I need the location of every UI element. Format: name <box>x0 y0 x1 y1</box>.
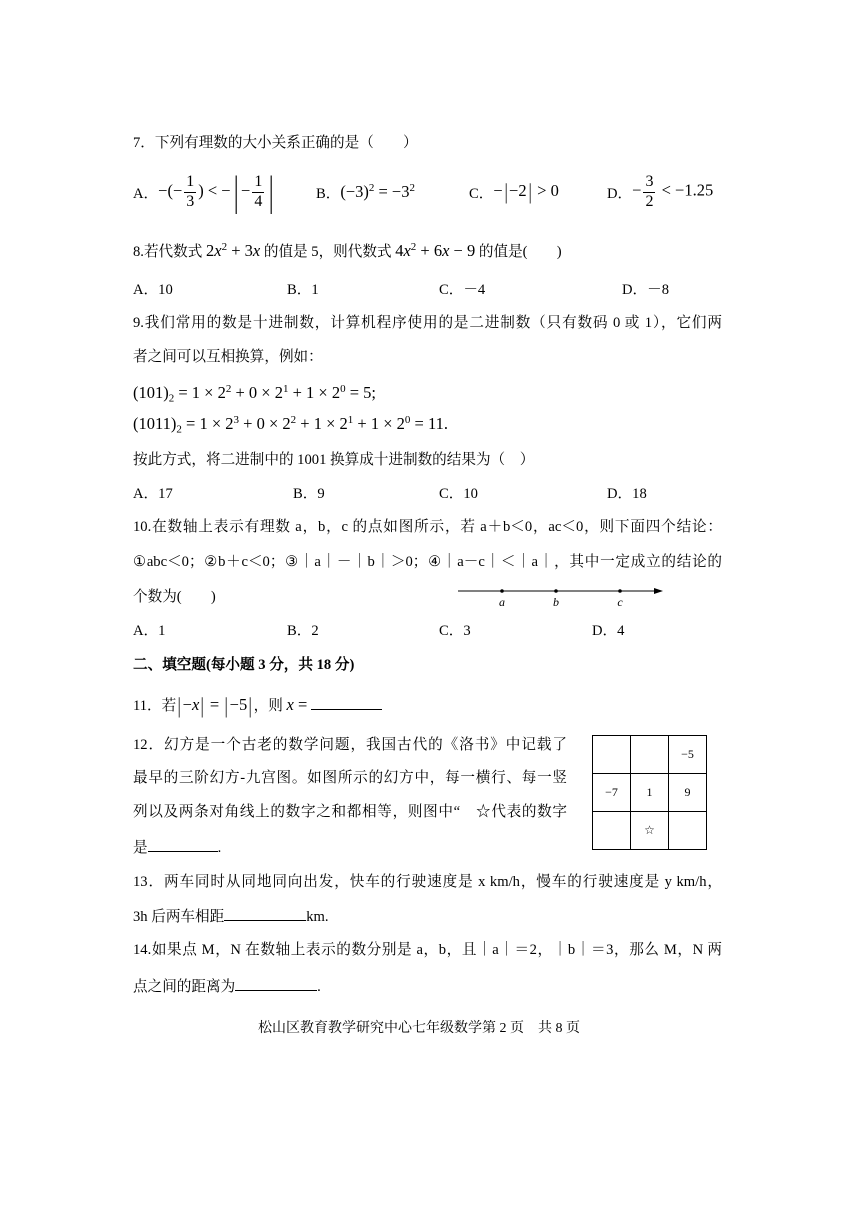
absolute-value-bar: | <box>504 179 508 205</box>
answer-blank <box>224 905 306 921</box>
option-label: A． <box>133 185 159 202</box>
variable: x <box>214 241 222 260</box>
fraction <box>643 173 655 211</box>
q9-option-b <box>293 484 325 504</box>
option-label: C． <box>439 623 464 639</box>
math-text: + 1 × 2 <box>296 414 348 433</box>
magic-square-cell: −5 <box>669 736 707 774</box>
q9-option-d <box>607 484 647 504</box>
q9-line-3: 按此方式，将二进制中的 1001 换算成十进制数的结果为（ ） <box>133 452 535 468</box>
math-text: − <box>241 180 251 200</box>
variable: x <box>403 241 411 260</box>
q8-expression-1 <box>206 241 260 260</box>
q10-line-3: 个数为( ) <box>133 589 216 605</box>
q7-stem: 7．下列有理数的大小关系正确的是（ ） <box>133 135 418 151</box>
math-text: − 9 <box>449 241 476 260</box>
math-text: + 0 × 2 <box>231 383 283 402</box>
option-label: C． <box>469 185 494 202</box>
math-text: (1011) <box>133 414 177 433</box>
math-text: −5 <box>229 695 248 714</box>
section-heading: 二、填空题(每小题 3 分，共 18 分) <box>133 657 355 673</box>
absolute-value-bar: | <box>233 169 239 215</box>
numerator: 3 <box>643 173 655 192</box>
absolute-value-bar: | <box>528 179 532 205</box>
absolute-value-bar: | <box>269 169 274 215</box>
q14-line-2 <box>133 975 321 995</box>
math-text: = 1 × 2 <box>174 383 226 402</box>
math-text: = 1 × 2 <box>181 414 234 433</box>
q7-option-d <box>607 170 713 214</box>
q8-stem-pre: 8.若代数式 <box>133 244 206 260</box>
q8-option-a <box>133 280 173 300</box>
math-text: (−3) <box>340 182 369 201</box>
star-icon: ☆ <box>631 812 669 850</box>
q13-line-1: 13．两车同时从同地同向出发，快车的行驶速度是 x km/h，慢车的行驶速度是 y km/h， <box>133 874 722 890</box>
superscript: 2 <box>409 181 415 194</box>
math-text: + 1 × 2 <box>353 414 405 433</box>
subscript: 2 <box>168 392 175 405</box>
option-label: B． <box>293 486 318 502</box>
q8-stem-post: 的值是( ) <box>475 244 562 260</box>
subscript: 2 <box>176 423 182 436</box>
denominator: 3 <box>186 192 195 210</box>
option-label: A． <box>133 623 159 639</box>
magic-square-cell <box>631 736 669 774</box>
option-label: A． <box>133 282 159 298</box>
option-label: A． <box>133 486 159 502</box>
q7-option-b-expression <box>340 182 415 202</box>
math-text: − <box>493 180 503 200</box>
page-footer: 松山区教育教学研究中心七年级数学第 2 页 共 8 页 <box>258 1021 580 1036</box>
q8-option-b <box>287 280 319 300</box>
answer-blank <box>148 836 218 852</box>
point-b <box>554 589 558 593</box>
q7-option-a <box>133 170 277 214</box>
q12-line-1: 12．幻方是一个古老的数学问题，我国古代的《洛书》中记载了 <box>133 737 567 753</box>
option-label: D． <box>607 486 633 502</box>
option-value: 18 <box>632 486 647 502</box>
q7-option-d-expression <box>632 173 713 211</box>
absolute-value-bar: | <box>224 693 229 719</box>
absolute-value-bar: | <box>248 693 252 719</box>
absolute-value-bar: | <box>200 693 205 719</box>
answer-blank <box>311 694 382 710</box>
option-label: D． <box>592 623 618 639</box>
q10-line-1: 10.在数轴上表示有理数 a，b，c 的点如图所示，若 a＋b＜0，ac＜0，则下面四个结论： <box>133 519 722 535</box>
q9-equation-1 <box>133 382 376 404</box>
numerator: 1 <box>252 173 264 192</box>
math-text: −2 <box>509 180 527 200</box>
magic-square-cell <box>593 812 631 850</box>
math-text: − <box>182 695 192 714</box>
number-line-arrow-icon <box>654 588 663 594</box>
point-b-label: b <box>553 595 559 609</box>
q10-option-a <box>133 621 165 641</box>
q12-line-4-post: . <box>217 840 222 856</box>
option-value: 2 <box>311 623 319 639</box>
q14-line-2-pre: 点之间的距离为 <box>133 979 236 995</box>
option-value: 10 <box>463 486 478 502</box>
q11-pre: 11．若 <box>133 698 177 714</box>
option-value: 17 <box>158 486 173 502</box>
q10-option-d <box>592 621 624 641</box>
math-text: = 11. <box>410 414 448 433</box>
superscript: 0 <box>340 382 346 395</box>
superscript: 0 <box>404 413 411 426</box>
q8-stem-mid: 的值是 5，则代数式 <box>260 244 396 260</box>
variable: x <box>191 695 200 714</box>
math-text: > 0 <box>533 180 559 200</box>
option-value: 9 <box>317 486 325 502</box>
math-text: + 1 × 2 <box>288 383 341 402</box>
point-c-label: c <box>617 595 623 609</box>
math-text: < −1.25 <box>657 180 714 200</box>
variable: x <box>252 241 261 260</box>
q9-option-c <box>439 484 478 504</box>
absolute-value-bar: | <box>177 693 181 719</box>
math-text: 2 <box>205 241 215 260</box>
q11-expression <box>176 693 253 719</box>
option-label: C． <box>439 282 464 298</box>
number-line <box>455 580 667 612</box>
fraction <box>252 173 264 211</box>
q8-option-d <box>622 280 669 300</box>
magic-square-cell: −7 <box>593 774 631 812</box>
q10-option-b <box>287 621 319 641</box>
math-text: + 3 <box>227 241 253 260</box>
q13-line-2-post: km. <box>306 909 329 925</box>
q7-option-a-expression <box>158 171 277 213</box>
superscript: 2 <box>410 240 417 253</box>
q13-line-2-pre: 3h 后两车相距 <box>133 909 225 925</box>
point-c <box>618 589 622 593</box>
option-value: 1 <box>311 282 319 298</box>
superscript: 3 <box>233 413 240 426</box>
superscript: 2 <box>221 240 228 253</box>
q9-equation-2 <box>133 413 448 435</box>
q10-option-c <box>439 621 471 641</box>
magic-square-grid <box>592 735 707 850</box>
option-value: 4 <box>617 623 625 639</box>
q7-option-c-expression <box>493 181 559 203</box>
option-value: －4 <box>463 282 486 298</box>
q8-option-c <box>439 280 485 300</box>
magic-square-cell <box>669 812 707 850</box>
superscript: 2 <box>225 382 232 395</box>
q9-option-a <box>133 484 173 504</box>
math-text: + 0 × 2 <box>239 414 291 433</box>
q12-line-4-pre: 是 <box>133 840 148 856</box>
magic-square-cell: 1 <box>631 774 669 812</box>
q10-line-2: ①abc＜0；②b＋c＜0；③｜a｜－｜b｜＞0；④｜a－c｜＜｜a｜，其中一定成立的结论的 <box>133 554 722 570</box>
magic-square-cell: 9 <box>669 774 707 812</box>
superscript: 2 <box>368 181 375 194</box>
q7-option-c <box>469 170 559 214</box>
superscript: 1 <box>283 382 289 395</box>
numerator: 1 <box>184 173 196 192</box>
math-text: − <box>632 180 642 200</box>
option-value: 3 <box>463 623 471 639</box>
math-text: (101) <box>133 383 169 402</box>
q13-line-2 <box>133 905 329 925</box>
q11-stem <box>133 693 382 719</box>
option-label: D． <box>622 282 648 298</box>
q12-line-2: 最早的三阶幻方-九宫图。如图所示的幻方中，每一横行、每一竖 <box>133 770 567 786</box>
point-a <box>500 589 504 593</box>
math-text: = <box>293 695 312 714</box>
math-text: = −3 <box>374 182 410 201</box>
math-text: −(− <box>158 180 183 200</box>
q12-line-3: 列以及两条对角线上的数字之和都相等，则图中“ ☆代表的数字 <box>133 804 567 820</box>
option-label: D． <box>607 185 633 202</box>
math-text: 4 <box>395 241 404 260</box>
math-text: = 5; <box>345 383 377 402</box>
variable: x <box>442 241 450 260</box>
option-label: C． <box>439 486 464 502</box>
math-text: ) < − <box>198 180 231 200</box>
option-label: B． <box>316 185 341 202</box>
option-value: －8 <box>647 282 670 298</box>
q8-stem <box>133 239 562 263</box>
denominator: 4 <box>254 192 263 210</box>
superscript: 2 <box>290 413 297 426</box>
q14-line-1: 14.如果点 M，N 在数轴上表示的数分别是 a，b，且｜a｜＝2，｜b｜＝3，那么 M，N 两 <box>133 942 722 958</box>
answer-blank <box>235 975 317 991</box>
variable: x <box>286 695 294 714</box>
q7-option-b <box>316 170 415 214</box>
option-value: 1 <box>158 623 166 639</box>
q14-line-2-post: . <box>317 979 321 995</box>
option-label: B． <box>287 282 312 298</box>
q8-expression-2 <box>395 241 475 260</box>
option-label: B． <box>287 623 312 639</box>
q9-line-1: 9.我们常用的数是十进制数，计算机程序使用的是二进制数（只有数码 0 或 1），它们两 <box>133 315 722 331</box>
magic-square-cell <box>593 736 631 774</box>
fraction <box>184 173 196 211</box>
q11-mid: ，则 <box>253 698 287 714</box>
option-value: 10 <box>158 282 173 298</box>
math-text: + 6 <box>416 241 443 260</box>
q11-variable <box>286 695 311 714</box>
point-a-label: a <box>499 595 505 609</box>
math-text: = <box>205 695 224 714</box>
q9-line-2: 者之间可以互相换算，例如： <box>133 349 323 365</box>
q12-line-4 <box>133 836 221 856</box>
denominator: 2 <box>645 192 654 210</box>
superscript: 1 <box>347 413 354 426</box>
